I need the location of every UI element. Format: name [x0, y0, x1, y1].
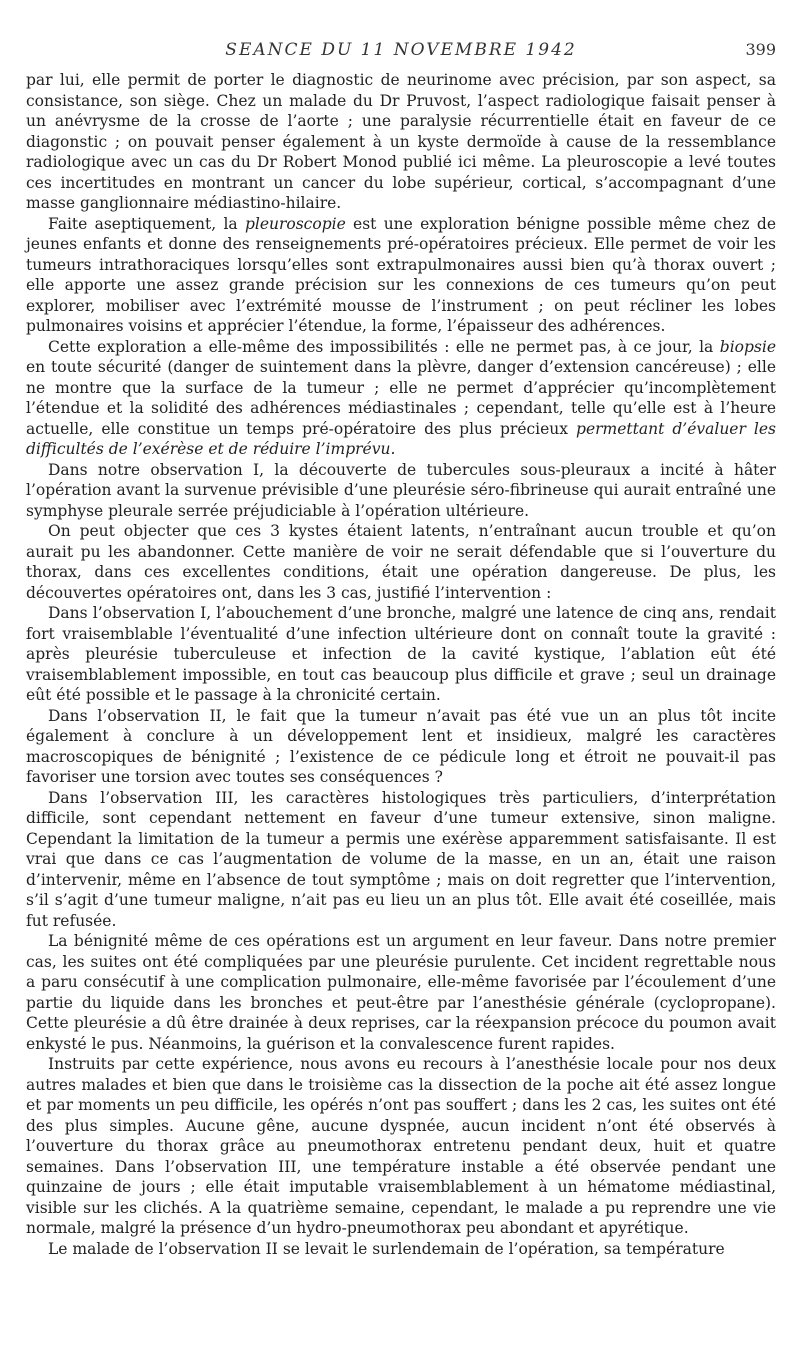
- text-run: en toute sécurité (danger de suintement dans la plèvre, danger d’extension cancéreuse) ; elle ne montre que la surface de la tumeur ; elle ne permet d’apprécier qu’incomplètement l’étendue et la solidité des adhérences médiastinales ; cependant, telle qu’elle est à l’heure actuelle, elle constitue un temps pré-opératoire des plus précieux: [26, 358, 776, 438]
- text-run: Instruits par cette expérience, nous avons eu recours à l’anesthésie locale pour nos deux autres malades et bien que dans le troisième cas la dissection de la poche ait été assez longue et par moments un peu difficile, les opérés n’ont pas souffert ; dans les 2 cas, les suites ont été des plus simples. Aucune gêne, aucune dyspnée, aucun incident n’ont été observés à l’ouverture du thorax grâce au pneumothorax entretenu pendant deux, huit et quatre semaines. Dans l’observation III, une température instable a été observée pendant une quinzaine de jours ; elle était imputable vraisemblablement à un hématome médiastinal, visible sur les clichés. A la quatrième semaine, cependant, le malade a pu reprendre une vie normale, malgré la présence d’un hydro-pneumothorax peu abondant et apyrétique.: [26, 1055, 776, 1237]
- paragraph: [26, 931, 776, 1054]
- paragraph: [26, 1054, 776, 1239]
- italic-text: permettant d’évaluer les difficultés de l’exérèse et de réduire l’imprévu.: [26, 419, 776, 458]
- text-run: par lui, elle permit de porter le diagnostic de neurinome avec précision, par son aspect, sa consistance, son siège. Chez un malade du Dr Pruvost, l’aspect radiologique faisait penser à un anévrysme de la crosse de l’aorte ; une paralysie récurrentielle était en faveur de ce diagonstic ; on pouvait penser également à un kyste dermoïde à cause de la ressemblance radiologique avec un cas du Dr Robert Monod publié ici même. La pleuroscopie a levé toutes ces incertitudes en montrant un cancer du lobe supérieur, cortical, s’accompagnant d’une masse ganglionnaire médiastino-hilaire.: [26, 71, 776, 212]
- page-number: 399: [745, 40, 776, 59]
- italic-text: pleuroscopie: [244, 214, 346, 233]
- italic-text: biopsie: [719, 337, 776, 356]
- paragraph: [26, 337, 776, 460]
- paragraph: [26, 1239, 776, 1260]
- paragraph: [26, 521, 776, 603]
- text-run: Dans l’observation III, les caractères histologiques très particuliers, d’interprétation difficile, sont cependant nettement en faveur d’une tumeur extensive, sinon maligne. Cependant la limitation de la tumeur a permis une exérèse apparemment satisfaisante. Il est vrai que dans ce cas l’augmentation de volume de la masse, en un an, était une raison d’intervenir, même en l’absence de tout symptôme ; mais on doit regretter que l’intervention, s’il s’agit d’une tumeur maligne, n’ait pas eu lieu un an plus tôt. Elle avait été coseillée, mais fut refusée.: [26, 788, 776, 930]
- text-run: est une exploration bénigne possible même chez de jeunes enfants et donne des renseignements pré-opératoires précieux. Elle permet de voir les tumeurs intrathoraciques lorsqu’elles sont extrapulmonaires aussi bien qu’à thorax ouvert ; elle apporte une assez grande précision sur les connexions de ces tumeurs qu’on peut explorer, mobiliser avec l’extrémité mousse de l’instrument ; on peut récliner les lobes pulmonaires voisins et apprécier l’étendue, la forme, l’épaisseur des adhérences.: [26, 214, 776, 335]
- text-run: On peut objecter que ces 3 kystes étaient latents, n’entraînant aucun trouble et qu’on aurait pu les abandonner. Cette manière de voir ne serait défendable que si l’ouverture du thorax, dans ces excellentes conditions, était une opération dangereuse. De plus, les découvertes opératoires ont, dans les 3 cas, justifié l’intervention :: [26, 522, 776, 602]
- body-text: [26, 70, 776, 1259]
- text-run: Le malade de l’observation II se levait le surlendemain de l’opération, sa température: [48, 1239, 725, 1258]
- paragraph: [26, 70, 776, 214]
- page-header: [26, 40, 776, 70]
- paragraph: [26, 706, 776, 788]
- paragraph: [26, 603, 776, 706]
- paragraph: [26, 460, 776, 522]
- running-title: SEANCE DU 11 NOVEMBRE 1942: [225, 40, 577, 60]
- paragraph: [26, 788, 776, 932]
- text-run: Faite aseptiquement, la: [48, 214, 245, 233]
- text-run: Cette exploration a elle-même des impossibilités : elle ne permet pas, à ce jour, la: [48, 337, 720, 356]
- text-run: Dans notre observation I, la découverte de tubercules sous-pleuraux a incité à hâter l’opération avant la survenue prévisible d’une pleurésie séro-fibrineuse qui aurait entraîné une symphyse pleurale serrée préjudiciable à l’opération ultérieure.: [26, 460, 776, 520]
- paragraph: [26, 214, 776, 337]
- text-run: Dans l’observation I, l’abouchement d’une bronche, malgré une latence de cinq ans, rendait fort vraisemblable l’éventualité d’une infection ultérieure dont on connaît toute la gravité : après pleurésie tuberculeuse et infection de la cavité kystique, l’ablation eût été vraisemblablement impossible, en tout cas beaucoup plus difficile et grave ; seul un drainage eût été possible et le passage à la chronicité certain.: [26, 604, 776, 704]
- text-run: Dans l’observation II, le fait que la tumeur n’avait pas été vue un an plus tôt incite également à conclure à un développement lent et insidieux, malgré les caractères macroscopiques de bénignité ; l’existence de ce pédicule long et étroit ne pouvait-il pas favoriser une torsion avec toutes ses conséquences ?: [26, 706, 776, 786]
- text-run: La bénignité même de ces opérations est un argument en leur faveur. Dans notre premier cas, les suites ont été compliquées par une pleurésie purulente. Cet incident regrettable nous a paru consécutif à une complication pulmonaire, elle-même favorisée par l’écoulement d’une partie du liquide dans les bronches et peut-être par l’anesthésie générale (cyclopropane). Cette pleurésie a dû être drainée à deux reprises, car la réexpansion précoce du poumon avait enkysté le pus. Néanmoins, la guérison et la convalescence furent rapides.: [26, 932, 776, 1053]
